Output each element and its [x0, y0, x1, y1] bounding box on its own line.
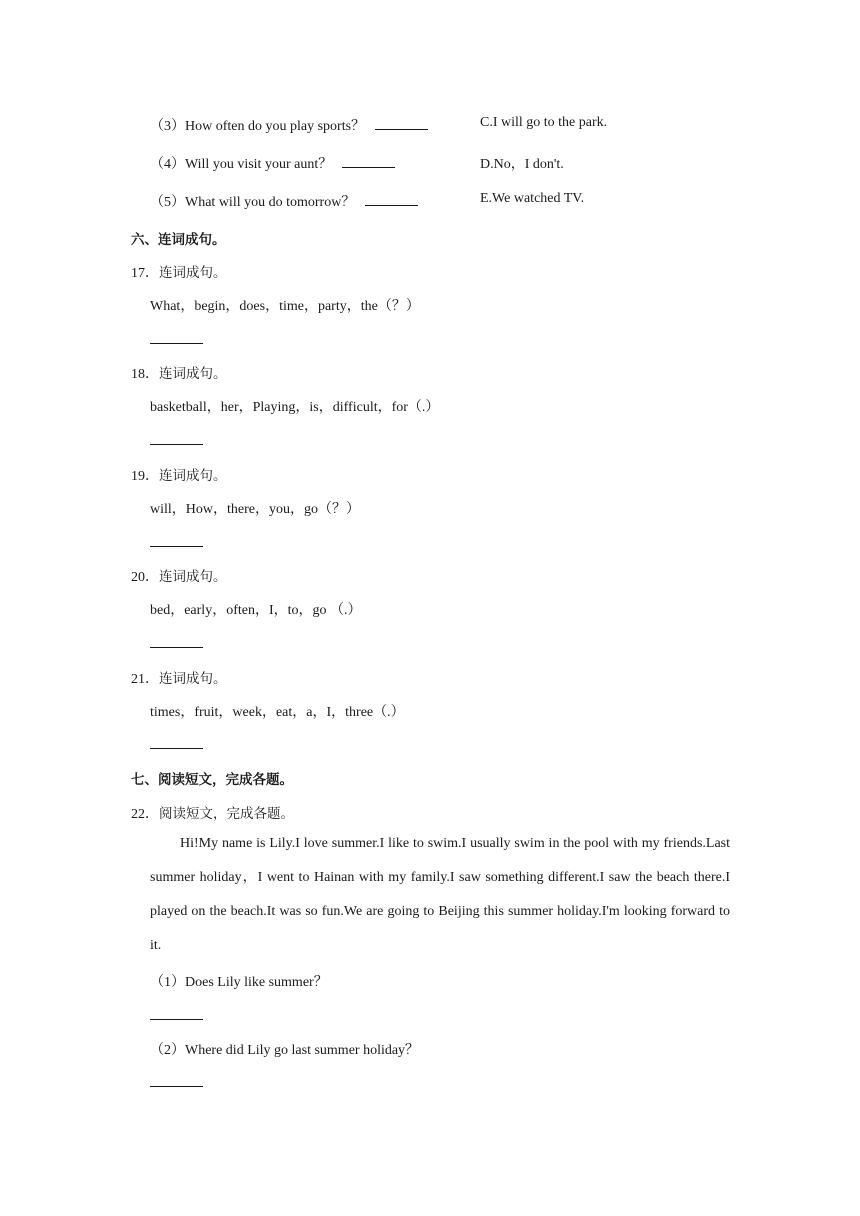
answer-line[interactable] [150, 748, 203, 749]
question-instruction: 阅读短文，完成各题。 [159, 806, 294, 822]
question-header [131, 565, 227, 586]
question-header [131, 362, 227, 383]
matching-row [150, 115, 428, 135]
sub-question: （1）Does Lily like summer？ [150, 975, 328, 990]
scrambled-words: basketball，her，Playing，is，difficult，for（.） [150, 400, 440, 415]
answer-line[interactable] [150, 444, 203, 445]
reading-passage [150, 827, 730, 963]
question-number: 20． [131, 570, 159, 585]
question-number: 22． [131, 807, 159, 822]
scrambled-words: bed，early，often，I，to，go （.） [150, 603, 362, 618]
matching-question: （4）Will you visit your aunt？ [150, 157, 333, 172]
matching-option: E.We watched TV. [480, 191, 585, 206]
answer-blank[interactable] [375, 128, 428, 130]
answer-line[interactable] [150, 1019, 203, 1020]
matching-row [150, 191, 418, 211]
answer-line[interactable] [150, 647, 203, 648]
question-header [131, 667, 227, 688]
answer-line[interactable] [150, 546, 203, 547]
section-heading: 七、阅读短文，完成各题。 [131, 772, 293, 788]
matching-option: D.No，I don't. [480, 157, 564, 172]
matching-row [150, 153, 395, 173]
section-heading: 六、连词成句。 [131, 232, 226, 248]
question-header [131, 261, 227, 282]
question-number: 21． [131, 672, 159, 687]
question-header [131, 464, 227, 485]
matching-option: C.I will go to the park. [480, 115, 608, 130]
question-instruction: 连词成句。 [159, 468, 227, 484]
matching-question: （3）How often do you play sports？ [150, 119, 366, 134]
answer-line[interactable] [150, 343, 203, 344]
question-instruction: 连词成句。 [159, 265, 227, 281]
answer-line[interactable] [150, 1086, 203, 1087]
question-instruction: 连词成句。 [159, 569, 227, 585]
answer-blank[interactable] [365, 204, 418, 206]
scrambled-words: times，fruit，week，eat，a，I，three（.） [150, 705, 405, 720]
scrambled-words: will，How，there，you，go（？） [150, 502, 360, 517]
passage-text: Hi!My name is Lily.I love summer.I like to swim.I usually swim in the pool with my friends.Last summer holiday，I went to Hainan with my family.I saw something different.I saw the beach there.I played on the beach.It was so fun.We are going to Beijing this summer holiday.I'm looking forward to it. [150, 836, 730, 953]
question-header [131, 802, 294, 823]
question-instruction: 连词成句。 [159, 366, 227, 382]
matching-question: （5）What will you do tomorrow？ [150, 195, 356, 210]
question-instruction: 连词成句。 [159, 671, 227, 687]
question-number: 18． [131, 367, 159, 382]
question-number: 19． [131, 469, 159, 484]
sub-question: （2）Where did Lily go last summer holiday？ [150, 1043, 420, 1058]
question-number: 17． [131, 266, 159, 281]
answer-blank[interactable] [342, 166, 395, 168]
scrambled-words: What，begin，does，time，party，the（？） [150, 299, 420, 314]
